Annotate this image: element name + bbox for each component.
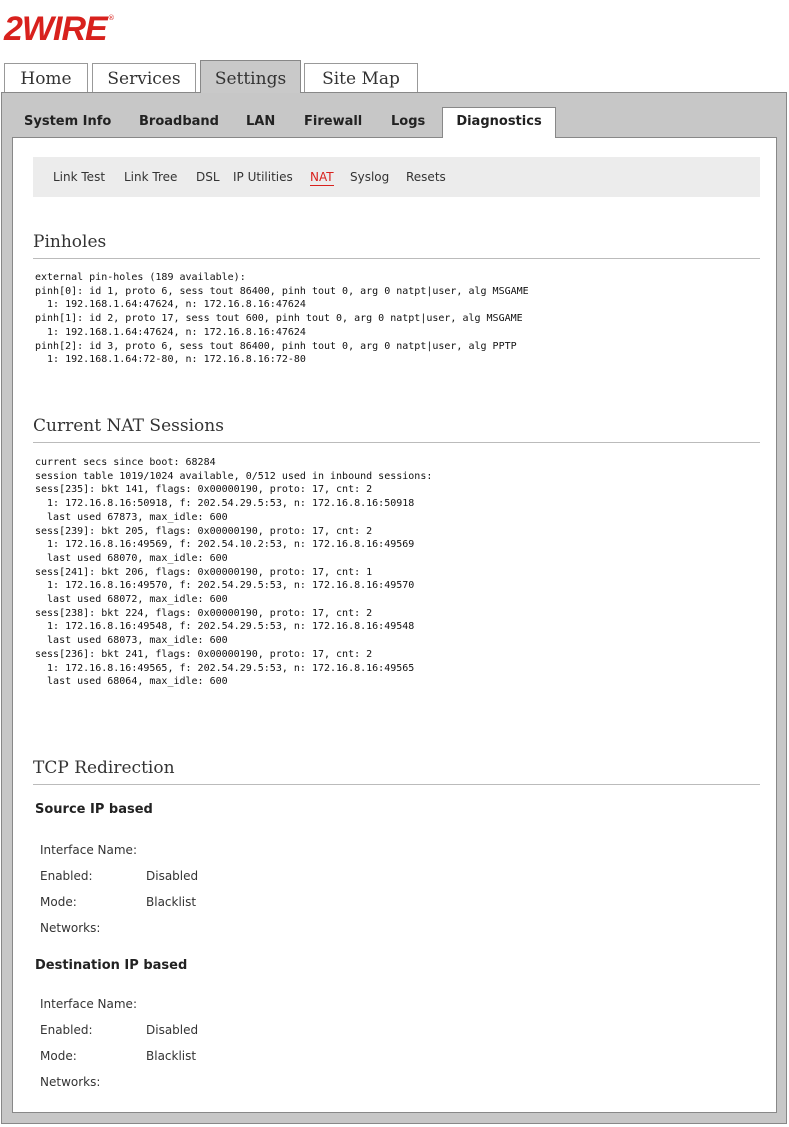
tab-site-map[interactable]: Site Map (304, 63, 418, 92)
nav-link-test[interactable]: Link Test (53, 170, 106, 184)
tab-home[interactable]: Home (4, 63, 88, 92)
nav-syslog[interactable]: Syslog (350, 170, 390, 184)
brand-logo (4, 10, 115, 48)
pinholes-line: external pin-holes (189 available): (35, 272, 246, 283)
nav-nat[interactable] (310, 157, 334, 197)
destination-enabled-label: Enabled: (40, 1023, 93, 1037)
nat-session-line: sess[238]: bkt 224, flags: 0x00000190, proto: 17, cnt: 2 (35, 607, 373, 619)
pinholes-line: 1: 192.168.1.64:72-80, n: 172.16.8.16:72-80 (35, 354, 306, 366)
diagnostics-content (12, 137, 777, 1113)
nat-session-line: 1: 172.16.8.16:50918, f: 202.54.29.5:53, n: 172.16.8.16:50918 (35, 498, 415, 510)
destination-mode-label: Mode: (40, 1049, 77, 1063)
nat-session-line: 1: 172.16.8.16:49570, f: 202.54.29.5:53, n: 172.16.8.16:49570 (35, 580, 415, 592)
nat-session-line: session table 1019/1024 available, 0/512 used in inbound sessions: (35, 470, 433, 482)
tab-settings[interactable]: Settings (200, 60, 301, 93)
subtab-logs[interactable]: Logs (391, 114, 426, 129)
nav-ip-utilities[interactable]: IP Utilities (233, 170, 293, 184)
pinholes-line: pinh[2]: id 3, proto 6, sess tout 86400, pinh tout 0, arg 0 natpt|user, alg PPTP (35, 340, 517, 352)
pinholes-line: 1: 192.168.1.64:47624, n: 172.16.8.16:47624 (35, 299, 306, 311)
source-networks-label: Networks: (40, 921, 101, 935)
nat-session-line: 1: 172.16.8.16:49565, f: 202.54.29.5:53, n: 172.16.8.16:49565 (35, 662, 415, 674)
nav-resets[interactable]: Resets (406, 170, 446, 184)
nav-link-tree[interactable]: Link Tree (124, 170, 178, 184)
nat-session-line: sess[236]: bkt 241, flags: 0x00000190, proto: 17, cnt: 2 (35, 648, 373, 660)
source-ip-heading: Source IP based (35, 802, 153, 817)
nav-dsl[interactable]: DSL (196, 170, 220, 184)
nat-session-line: last used 68070, max_idle: 600 (35, 552, 228, 564)
destination-networks-label: Networks: (40, 1075, 101, 1089)
pinholes-line: pinh[0]: id 1, proto 6, sess tout 86400, pinh tout 0, arg 0 natpt|user, alg MSGAME (35, 285, 529, 297)
source-interface-label: Interface Name: (40, 843, 137, 857)
logo-text: 2WIRE (4, 10, 107, 48)
source-mode-label: Mode: (40, 895, 77, 909)
pinholes-rule (33, 258, 760, 259)
nat-session-line: current secs since boot: 68284 (35, 457, 216, 468)
nat-session-line: sess[239]: bkt 205, flags: 0x00000190, proto: 17, cnt: 2 (35, 525, 373, 537)
logo-reg-mark: ® (107, 14, 115, 22)
diagnostics-nav (33, 157, 760, 197)
nat-session-line: 1: 172.16.8.16:49548, f: 202.54.29.5:53, n: 172.16.8.16:49548 (35, 621, 415, 633)
nat-sessions-output (35, 456, 432, 689)
nat-session-line: last used 67873, max_idle: 600 (35, 511, 228, 523)
settings-panel (1, 92, 787, 1124)
nat-session-line: last used 68073, max_idle: 600 (35, 635, 228, 647)
tcp-redirection-title: TCP Redirection (33, 758, 175, 778)
pinholes-line: pinh[1]: id 2, proto 17, sess tout 600, pinh tout 0, arg 0 natpt|user, alg MSGAME (35, 313, 523, 325)
nat-session-line: sess[235]: bkt 141, flags: 0x00000190, proto: 17, cnt: 2 (35, 484, 373, 496)
nat-session-line: last used 68072, max_idle: 600 (35, 594, 228, 606)
subtab-lan[interactable]: LAN (246, 114, 276, 129)
pinholes-output (35, 271, 529, 367)
nav-nat-underline (310, 185, 334, 186)
subtab-broadband[interactable]: Broadband (139, 114, 219, 129)
nav-nat-label: NAT (310, 170, 334, 184)
nat-session-line: 1: 172.16.8.16:49569, f: 202.54.10.2:53, n: 172.16.8.16:49569 (35, 539, 415, 551)
tab-services[interactable]: Services (92, 63, 196, 92)
nat-sessions-title: Current NAT Sessions (33, 416, 224, 436)
source-enabled-value: Disabled (146, 869, 199, 883)
pinholes-title: Pinholes (33, 232, 107, 252)
subtab-diagnostics[interactable]: Diagnostics (442, 107, 556, 138)
source-enabled-label: Enabled: (40, 869, 93, 883)
nat-session-line: sess[241]: bkt 206, flags: 0x00000190, proto: 17, cnt: 1 (35, 566, 373, 578)
tcp-redirection-rule (33, 784, 760, 785)
subtab-system-info[interactable]: System Info (24, 114, 112, 129)
destination-interface-label: Interface Name: (40, 997, 137, 1011)
nat-sessions-rule (33, 442, 760, 443)
pinholes-line: 1: 192.168.1.64:47624, n: 172.16.8.16:47624 (35, 326, 306, 338)
source-mode-value: Blacklist (146, 895, 197, 909)
destination-enabled-value: Disabled (146, 1023, 199, 1037)
destination-mode-value: Blacklist (146, 1049, 197, 1063)
subtab-firewall[interactable]: Firewall (304, 114, 363, 129)
destination-ip-heading: Destination IP based (35, 958, 188, 973)
nat-session-line: last used 68064, max_idle: 600 (35, 676, 228, 688)
